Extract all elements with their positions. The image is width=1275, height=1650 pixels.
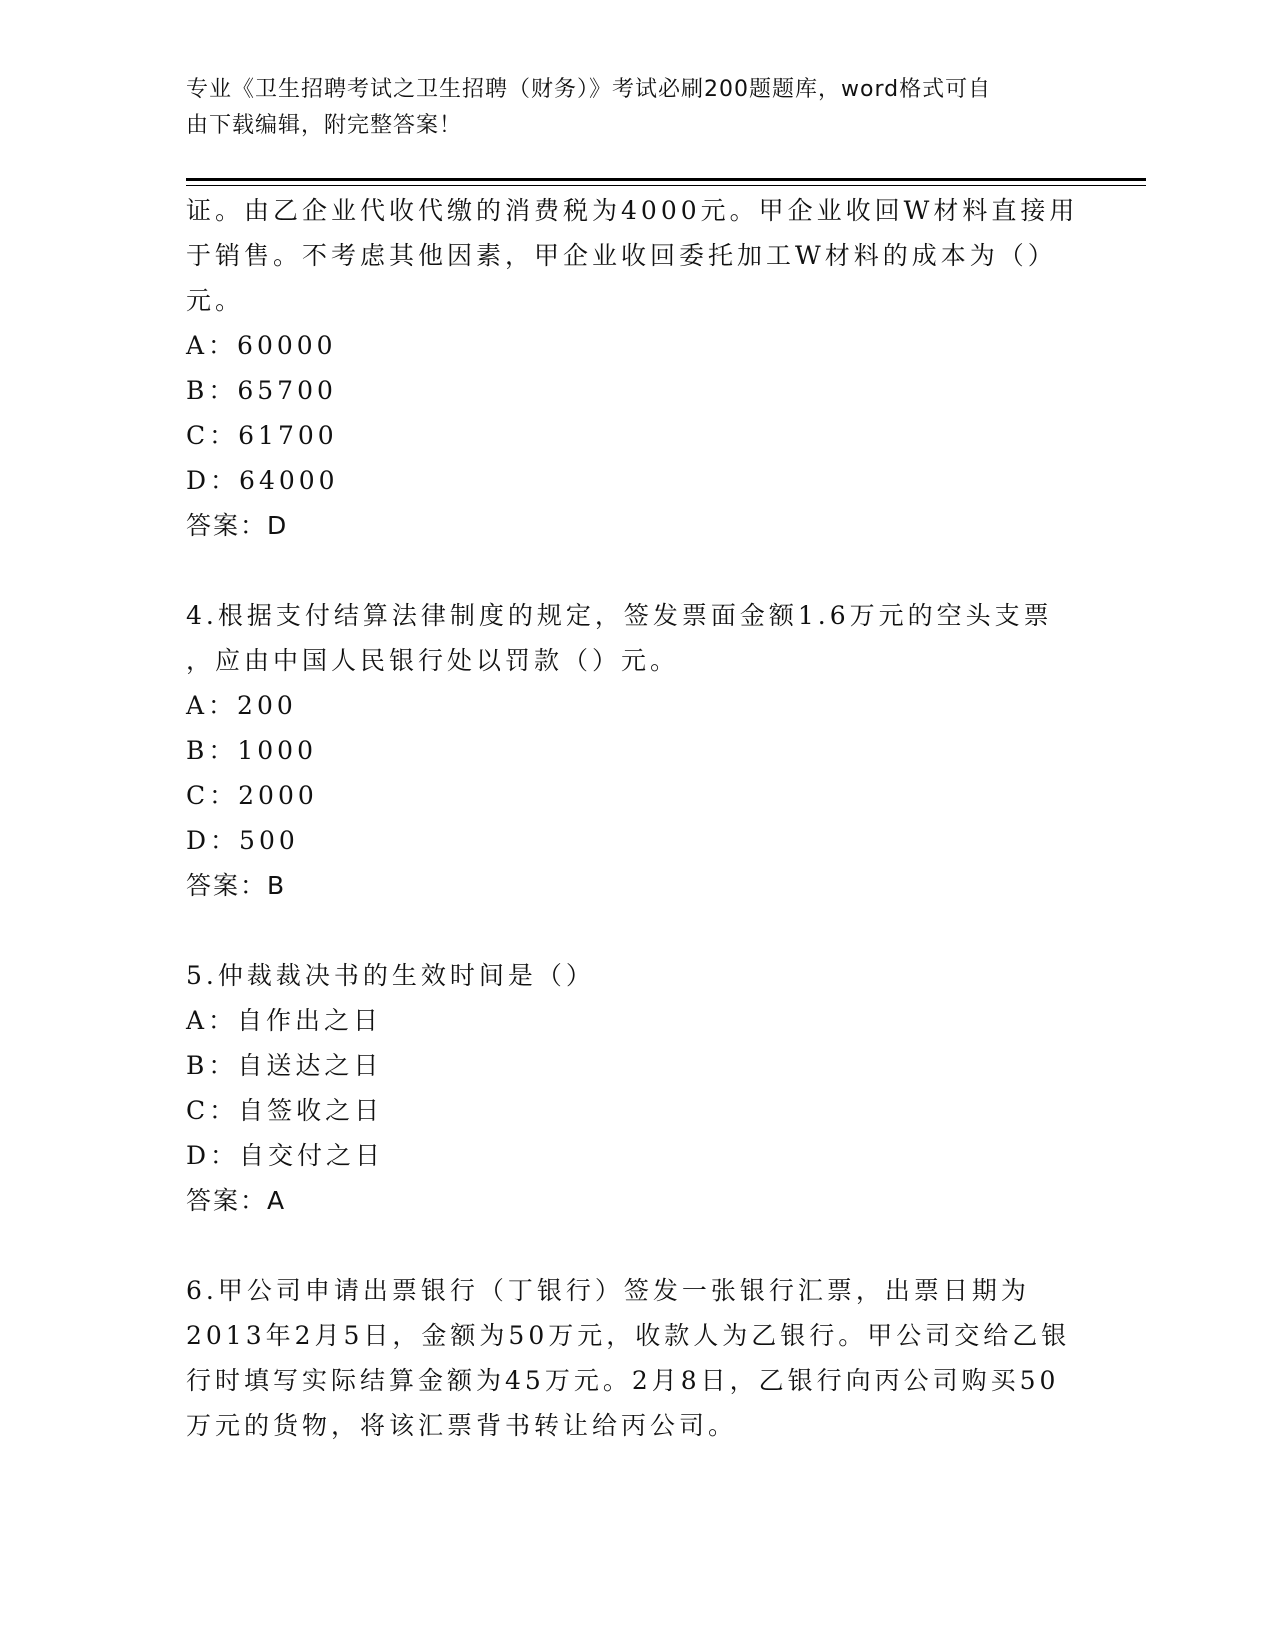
option-a: A：自作出之日: [186, 1006, 383, 1035]
question-text-line: 元。: [186, 286, 245, 315]
question-5: [186, 953, 1086, 1223]
header-line-1: 专业《卫生招聘考试之卫生招聘（财务）》考试必刷200题题库，word格式可自: [186, 77, 992, 102]
question-text-line: 于销售。不考虑其他因素，甲企业收回委托加工W材料的成本为（）: [186, 241, 1057, 270]
spacer: [186, 1223, 1086, 1268]
header-divider-thin: [186, 185, 1146, 186]
question-text-line: ，应由中国人民银行处以罚款（）元。: [186, 646, 680, 675]
spacer: [186, 548, 1086, 593]
document-body: [186, 188, 1086, 1448]
option-d: D：自交付之日: [186, 1141, 385, 1170]
question-4: [186, 593, 1086, 908]
option-d: D：64000: [186, 466, 339, 495]
document-header: [186, 72, 1066, 144]
option-b: B：自送达之日: [186, 1051, 383, 1080]
option-a: A：200: [186, 691, 297, 720]
question-text-line: 行时填写实际结算金额为45万元。2月8日，乙银行向丙公司购买50: [186, 1366, 1060, 1395]
question-text-line: 2013年2月5日，金额为50万元，收款人为乙银行。甲公司交给乙银: [186, 1321, 1071, 1350]
answer-line: 答案：D: [186, 511, 289, 540]
answer-line: 答案：B: [186, 871, 287, 900]
option-c: C：2000: [186, 781, 318, 810]
question-6: [186, 1268, 1086, 1448]
spacer: [186, 908, 1086, 953]
question-3: [186, 188, 1086, 548]
option-c: C：自签收之日: [186, 1096, 384, 1125]
option-c: C：61700: [186, 421, 338, 450]
question-text-line: 6.甲公司申请出票银行（丁银行）签发一张银行汇票，出票日期为: [186, 1276, 1030, 1305]
header-divider-thick: [186, 178, 1146, 181]
question-text-line: 4.根据支付结算法律制度的规定，签发票面金额1.6万元的空头支票: [186, 601, 1053, 630]
option-b: B：1000: [186, 736, 317, 765]
question-text-line: 5.仲裁裁决书的生效时间是（）: [186, 961, 595, 990]
question-text-line: 证。由乙企业代收代缴的消费税为4000元。甲企业收回W材料直接用: [186, 196, 1079, 225]
option-d: D：500: [186, 826, 299, 855]
option-b: B：65700: [186, 376, 337, 405]
option-a: A：60000: [186, 331, 337, 360]
answer-line: 答案：A: [186, 1186, 287, 1215]
header-line-2: 由下载编辑，附完整答案！: [186, 113, 463, 138]
question-text-line: 万元的货物，将该汇票背书转让给丙公司。: [186, 1411, 738, 1440]
